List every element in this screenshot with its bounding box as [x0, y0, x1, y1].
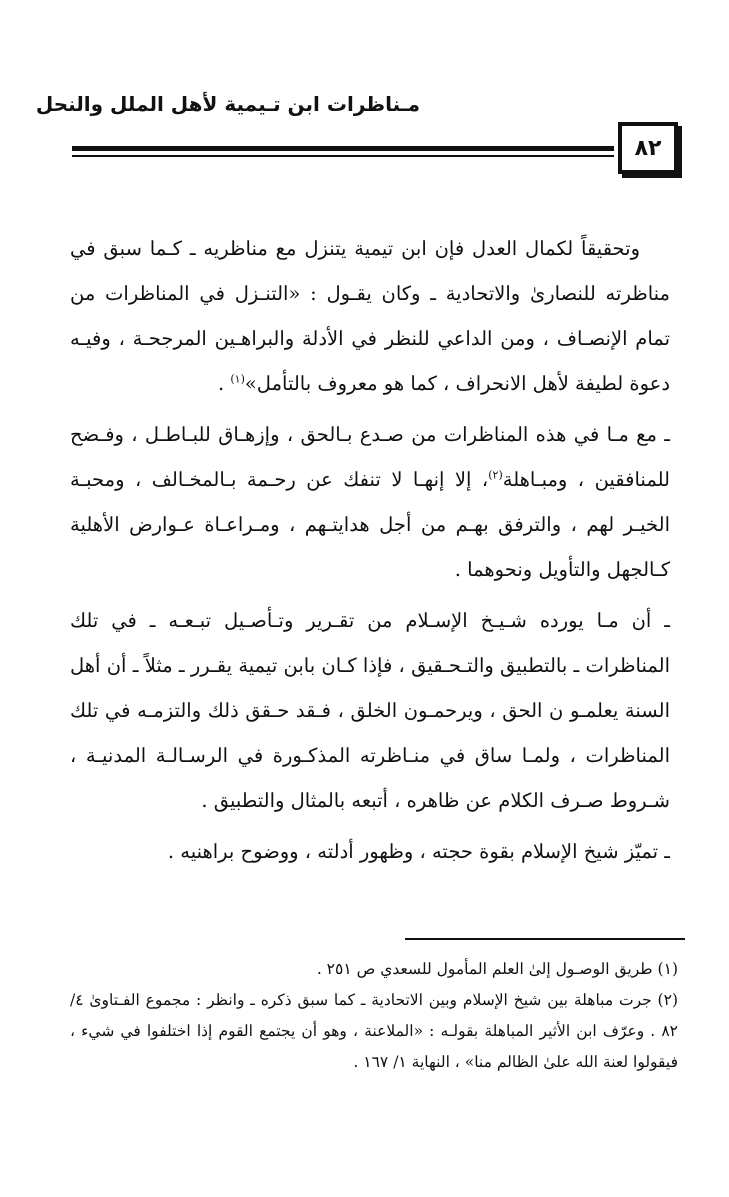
paragraph: وتحقيقاً لكمال العدل فإن ابن تيمية يتنزل مع مناظريه ـ كـما سبق في مناظرته للنصارىٰ والاتحادية ـ وكان يقـول : «التنـزل في المناظرات من تمام الإنصـاف ، ومن الداعي للنظر في الأدلة والبراهـين المرجحـة ، وفيـه دعوة لطيفة لأهل الانحراف ، كما هو معروف بالتأمل»$^{(١)}$ . [70, 237, 670, 395]
footnote-ref: (٢) [488, 468, 503, 482]
page-number: ٨٢ [618, 122, 678, 174]
header-rule-thin [72, 155, 614, 157]
paragraph: ـ تميّز شيخ الإسلام بقوة حجته ، وظهور أدلته ، ووضوح براهنيه . [167, 840, 670, 863]
running-header-title: مـناظرات ابن تـيمية لأهل الملل والنحل [35, 92, 420, 116]
footnote-separator [405, 938, 685, 940]
paragraph: ـ أن مـا يورده شـيـخ الإسـلام من تقـرير وتـأصـيل تبـعـه ـ في تلك المناظرات ـ بالتطبيق والتـحـقيق ، فإذا كـان بابن تيمية يقـرر ـ مثلاً ـ أن أهل السنة يعلمـو ن الحق ، ويرحمـون الخلق ، فـقد حـقق ذلك والتزمـه في تلك المناظرات ، ولمـا ساق في منـاظرته المذكـورة في الرسـالـة المدنيـة ، شـروط صـرف الكلام عن ظاهره ، أتبعه بالمثال والتطبيق . [70, 609, 670, 812]
footnote-ref: (١) [230, 372, 245, 386]
footnote: (٢) جرت مباهلة بين شيخ الإسلام وبين الاتحادية ـ كما سبق ذكره ـ وانظر : مجموع الفـتاوىٰ ٤/ ٨٢ . وعرّف ابن الأثير المباهلة بقولـه : «الملاعنة ، وهو أن يجتمع القوم إذا اختلفوا في شيء ، فيقولوا لعنة الله علىٰ الظالم منا» ، النهاية ١/ ١٦٧ . [70, 991, 678, 1071]
footnotes [70, 954, 678, 1078]
paragraph: ـ مع مـا في هذه المناظرات من صـدع بـالحق ، وإزهـاق للبـاطـل ، وفـضح للمنافقين ، ومبـاهلة$^{(٢)}$، إلا إنهـا لا تنفك عن رحـمة بـالمخـالف ، ومحبـة الخيـر لهم ، والترفق بهـم من أجل هدايتـهم ، ومـراعـاة عـوارض الأهلية كـالجهل والتأويل ونحوهما . [70, 423, 670, 581]
footnote: (١) طريق الوصـول إلىٰ العلم المأمول للسعدي ص ٢٥١ . [316, 960, 678, 978]
header-rule [72, 146, 614, 151]
body-text [70, 226, 670, 880]
